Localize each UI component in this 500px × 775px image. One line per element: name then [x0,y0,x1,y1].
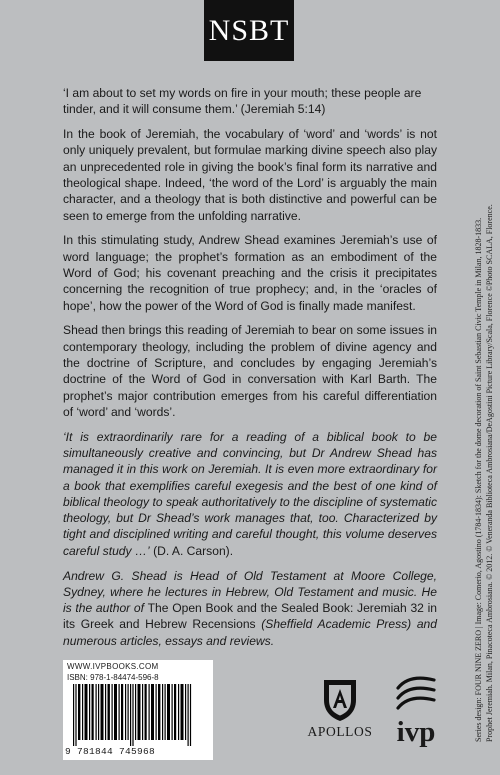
endorsement-quote: ‘It is extraordinarily rare for a reading of a biblical book to be simultaneously creative and convincing, but Dr Andrew Shead has managed it in this work on Jeremiah. It is even more extraordinary for a book that exemplifies careful exegesis and the best of one kind of biblical theology to speak authoritatively to the discipline of systematic theology, but Dr Shead’s work manages that, too. Characterized by tight and disciplined writing and careful thought, this volume deserves careful study …’ [63,429,437,558]
barcode-box [63,660,213,760]
bio-publisher: (Sheffield Academic Press) [255,617,412,632]
ivp-waves-icon [392,672,440,716]
bio-intro: Andrew G. Shead is Head of Old Testament at Moore College, Sydney, where he lectures in Hebrew, Old Testament and music. He is the author of [63,568,437,616]
image-credits [474,92,495,742]
blurb-text [63,85,437,658]
paragraph-study: In this stimulating study, Andrew Shead examines Jeremiah’s use of word language; the prophet’s formation as an embodiment of the Word of God; his covenant preaching and the crisis it precipitates concerning the recognition of true prophecy; and, in the ‘oracles of hope’, how the power of the Word of God is finally made manifest. [63,233,437,313]
bio-closing: and numerous articles, essays and reviews. [63,617,437,648]
publisher-url: WWW.IVPBOOKS.COM [67,662,159,671]
barcode-icon [65,684,211,746]
endorsement [63,429,437,559]
apollos-shield-icon [320,678,360,722]
endorsement-attribution: (D. A. Carson). [149,543,234,558]
series-badge [204,0,294,61]
apollos-wordmark: APOLLOS [307,724,373,739]
credits-line-1: Series design: FOUR NINE ZERO | Image: Comerio, Agostino (1784-1834): Sketch for the dome decoration of Saint Sebastian Civic Temple in Milan, 1828-1833. [474,217,483,742]
apollos-logo [300,678,380,748]
isbn-number: ISBN: 978-1-84474-596-8 [67,673,159,682]
epigraph: ‘I am about to set my words on fire in your mouth; these people are tinder, and it will consume them.’ (Jeremiah 5:14) [63,86,422,117]
author-bio [63,568,437,649]
ivp-wordmark: ivp [396,716,436,748]
bio-book-title: The Open Book and the Sealed Book: Jeremiah 32 in its Greek and Hebrew Recensions [63,601,437,632]
ivp-logo [388,672,444,752]
paragraph-theology: Shead then brings this reading of Jeremiah to bear on some issues in contemporary theology, including the problem of divine agency and the doctrine of Scripture, and concludes by engaging Jeremiah’s doctrine of the Word of God in conversation with Karl Barth. The prophet’s major contribution emerges from his careful differentiation of ‘word’ and ‘words’. [63,323,437,419]
paragraph-intro: In the book of Jeremiah, the vocabulary of ‘word’ and ‘words’ is not only uniquely prevalent, but formulae marking divine speech also play an unprecedented role in giving the book’s final form its narrative and theological shape. Indeed, ‘the word of the Lord’ is arguably the main character, and a theology that is both distinctive and powerful can be seen to emerge from the unfolding narrative. [63,127,437,223]
barcode-digits: 9 781844 745968 [65,746,156,757]
credits-line-2: Prophet Jeremiah. Milan, Pinacoteca Ambrosiana. © 2012. © Veneranda Biblioteca Ambrosiana/DeAgostini Picture Library/Scala, Florence ©Photo SCALA, Florence. [484,204,494,742]
series-label: NSBT [208,13,290,47]
